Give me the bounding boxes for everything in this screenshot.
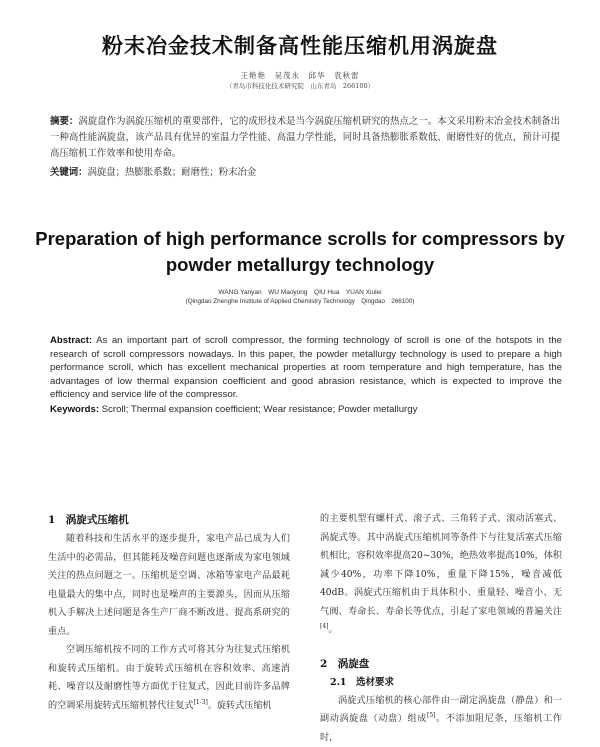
chinese-affiliation: （青岛市科技化技术研究院 山东青岛 266100） — [0, 81, 600, 90]
english-keywords-label: Keywords: — [50, 404, 99, 415]
citation-ref: [1-3] — [194, 698, 208, 705]
section-1-continuation-end: 。 — [329, 625, 338, 635]
english-authors: WANG Yanyan WU Maoyong QIU Hua YUAN Xiulei — [0, 287, 600, 296]
chinese-abstract-text: 涡旋盘作为涡旋压缩机的重要部件，它的成形技术是当今涡旋压缩机研究的热点之一。本文采用粉末冶金技术制备出一种高性能涡旋盘，该产品具有优异的室温力学性能、高温力学性能，同时具备热膨胀系数低、耐磨性好的优点，预计可提高压缩机工作效率和使用寿命。 — [50, 116, 560, 159]
body-column-right — [320, 510, 562, 747]
chinese-abstract-label: 摘要： — [50, 116, 78, 127]
english-keywords — [50, 403, 562, 416]
body-column-left — [48, 510, 290, 715]
section-1-heading: 1 涡旋式压缩机 — [48, 510, 290, 530]
chinese-keywords — [50, 166, 560, 180]
citation-ref: [4] — [320, 623, 329, 630]
english-title: Preparation of high performance scrolls for compressors by powder metallurgy technology — [0, 226, 600, 278]
english-abstract-label: Abstract: — [50, 335, 92, 346]
section-2-paragraph-1 — [320, 692, 562, 747]
english-affiliation: (Qingdao Zhenghe Institute of Applied Chemistry Technology Qingdao 266100) — [0, 296, 600, 305]
section-1-paragraph-1: 随着科技和生活水平的逐步提升，家电产品已成为人们生活中的必需品，但其能耗及噪音问题也逐渐成为家电领域关注的热点问题之一。压缩机是空调、冰箱等家电产品最耗电量最大的集中点，同时也是噪声的主要源头，因而从压缩机入手解决上述问题是各生产厂商不断改进、提高系研究的重点。 — [48, 530, 290, 641]
chinese-authors: 王艳艳 吴茂永 邱华 袁秋雷 — [0, 70, 600, 81]
chinese-keywords-label: 关键词： — [50, 167, 88, 178]
section-1-continuation-text: 的主要机型有螺杆式、滚子式、三角转子式、滚动活塞式、涡旋式等。其中涡旋式压缩机同等条件下与往复活塞式压缩机相比，容积效率提高20~30%，绝热效率提高10%，体积减少40%，功率下降10%，重量下降15%，噪音减低40dB。涡旋式压缩机由于具体积小、重量轻、噪音小、无气阀、寿命长、寿命长等优点，引起了家电领域的普遍关注 — [320, 514, 562, 617]
citation-ref: [5] — [427, 712, 436, 719]
chinese-title: 粉末冶金技术制备高性能压缩机用涡旋盘 — [0, 30, 600, 60]
section-1-continuation — [320, 510, 562, 640]
section-1-paragraph-2 — [48, 641, 290, 715]
english-abstract-text: As an important part of scroll compressor, the forming technology of scroll is one of the hotspots in the research of scroll compressors nowadays. In this paper, the powder metallurgy technology is used to prepare a high performance scroll, which has excellent mechanical properties at room temperature and high temperature, has the advantages of low thermal expansion coefficient and good abrasion resistance, which is expected to improve the efficiency and service life of the compressor. — [50, 335, 562, 400]
english-abstract — [50, 334, 562, 402]
section-1-paragraph-2-tail: 。旋转式压缩机 — [208, 701, 272, 711]
section-2-heading: 2 涡旋盘 — [320, 654, 562, 674]
section-2-1-heading: 2.1 选材要求 — [320, 674, 562, 692]
section-2-paragraph-1-tail: 。不添加阻尼条，压缩机工作时， — [320, 714, 562, 743]
english-keywords-text: Scroll; Thermal expansion coefficient; Wear resistance; Powder metallurgy — [102, 404, 418, 415]
section-2-paragraph-1-text: 涡旋式压缩机的核心部件由一副定涡旋盘（静盘）和一副动涡旋盘（动盘）组成 — [320, 696, 562, 725]
section-1-paragraph-2-text: 空调压缩机按不同的工作方式可将其分为往复式压缩机和旋转式压缩机。由于旋转式压缩机在容积效率、高速消耗、噪音以及耐磨性等方面优于往复式，因此目前许多品牌的空调采用旋转式压缩机替代往复式 — [48, 645, 290, 711]
chinese-keywords-text: 涡旋盘；热膨胀系数；耐磨性；粉末冶金 — [88, 167, 257, 178]
chinese-abstract — [50, 114, 560, 162]
